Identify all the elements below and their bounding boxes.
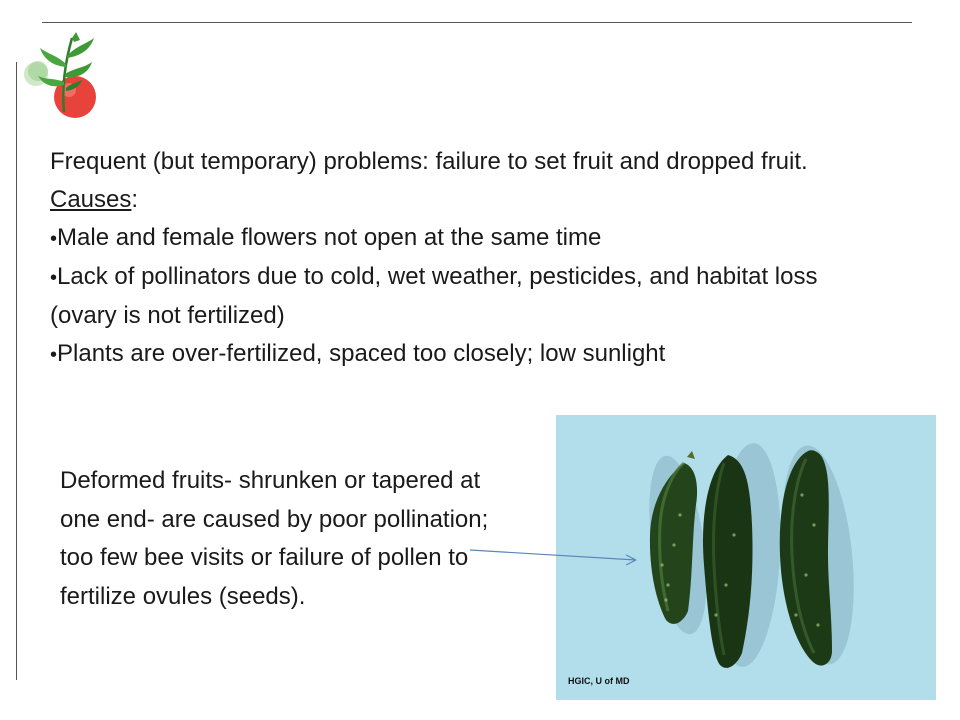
cause-text-3: Plants are over-fertilized, spaced too closely; low sunlight xyxy=(57,340,666,367)
causes-heading: Causes xyxy=(50,186,132,213)
bullet-icon: • xyxy=(50,344,58,366)
causes-line xyxy=(50,181,850,219)
cause-bullet-2 xyxy=(50,258,850,335)
bullet-icon: • xyxy=(50,267,58,289)
problems-text-block xyxy=(50,143,850,374)
cause-bullet-3 xyxy=(50,335,850,374)
deformed-fruit-caption: Deformed fruits- shrunken or tapered at one end- are caused by poor pollination; too few bee visits or failure of pollen to fertilize ovules (seeds). xyxy=(60,467,489,610)
cause-text-2: Lack of pollinators due to cold, wet weather, pesticides, and habitat loss (ovary is not fertilized) xyxy=(50,263,818,329)
cause-bullet-1 xyxy=(50,219,850,258)
cause-text-1: Male and female flowers not open at the same time xyxy=(57,224,602,251)
top-rule xyxy=(42,22,912,23)
tomato-plant-logo xyxy=(20,30,100,122)
photo-credit: HGIC, U of MD xyxy=(568,676,630,686)
pointer-arrow xyxy=(460,540,660,580)
problems-paragraph: Frequent (but temporary) problems: failure to set fruit and dropped fruit. xyxy=(50,148,808,175)
left-rule xyxy=(16,62,17,680)
causes-colon: : xyxy=(131,186,139,213)
bullet-icon: • xyxy=(50,228,58,250)
